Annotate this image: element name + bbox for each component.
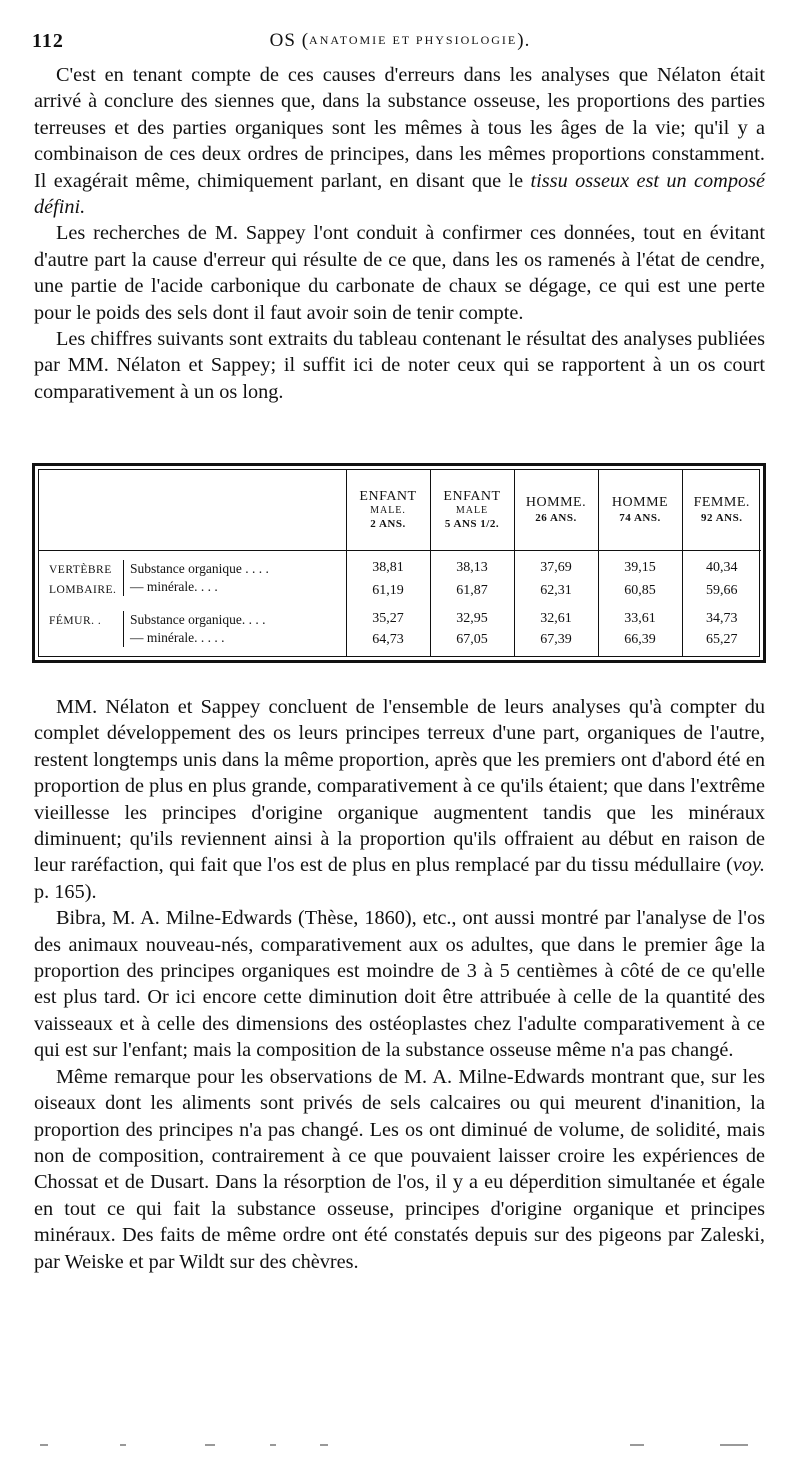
running-head-main: OS ( [269,30,310,51]
column-main-label: ENFANT [443,489,501,504]
column-header [598,470,682,551]
page-header [30,30,770,56]
running-head-subject: ANATOMIE ET PHYSIOLOGIE [309,33,518,47]
column-age-label: 74 ANS. [619,512,661,524]
bone-label [39,560,123,600]
table-cell: 66,39 [598,629,682,650]
italic-reference: voy. [732,854,766,877]
column-header [514,470,598,551]
row-label-femur [39,609,346,650]
analysis-table [32,463,766,663]
column-age-label: 26 ANS. [535,512,577,524]
substance-label: Substance organique. . . . [130,612,266,628]
bone-label-line: VERTÈBRE [49,563,112,576]
table-cell: 38,13 [430,557,514,580]
reference-text: p. 165). [34,880,97,903]
paragraph: MM. Nélaton et Sappey concluent de l'ensemble de leurs analyses qu'à compter du complet développement des os leurs principes terreux d'une part, organiques de l'autre, restent longtemps unis dans la même proportion, après que les premiers ont d'abord été en proportion de plus en plus grande, comparativement à ce qu'ils étaient; que dans l'extrême vieillesse les principes d'origine organique augmentent tandis que les minéraux diminuent; qu'ils reviennent ainsi à la proportion qu'ils offraient au début en raison de leur raréfaction, qui fait que l'os est de plus en plus remplacé par du tissu médullaire (voy. p. 165). [34,696,766,903]
substance-labels [123,611,265,647]
table-cell: 40,34 [682,557,761,580]
table-cell: 61,19 [346,580,430,603]
table-inner-border [38,469,760,657]
table-spacer-row [39,650,761,656]
header-blank-cell [39,470,346,551]
bone-label-line: LOMBAIRE. [49,583,117,596]
table-cell: 33,61 [598,609,682,630]
text-block-bottom [34,694,765,1275]
table-cell: 39,15 [598,557,682,580]
paragraph: Bibra, M. A. Milne-Edwards (Thèse, 1860), etc., ont aussi montré par l'analyse de l'os des animaux nouveau-nés, comparativement aux os adultes, que dans le premier âge la proportion des principes organiques est moindre de 3 à 5 centièmes à côté de ce qu'elle est plus tard. Or ici encore cette diminution doit être attribuée à celle de la quantité des vaisseaux et à celle des dimensions des ostéoplastes chez l'adulte comparativement à ce qui est sur l'enfant; mais la composition de la substance osseuse même n'a pas changé. [34,907,765,1062]
row-label-vertebre [39,557,346,603]
bottom-scan-marks [30,1440,770,1450]
running-head [30,30,770,52]
column-main-label: HOMME. [525,495,587,510]
column-header [682,470,761,551]
table-cell: 62,31 [514,580,598,603]
substance-label: — minérale. . . . [130,578,218,594]
table-cell: 65,27 [682,629,761,650]
composition-table [39,470,761,656]
table-cell: 61,87 [430,580,514,603]
substance-label: Substance organique . . . . [130,560,269,576]
bone-label-line: FÉMUR. . [49,615,102,628]
table-header-row [39,470,761,551]
paragraph [34,62,765,220]
table-cell: 32,61 [514,609,598,630]
paragraph: Les chiffres suivants sont extraits du tableau contenant le résultat des analyses publiées par MM. Nélaton et Sappey; il suffit ici de noter ceux qui se rapportent à un os court comparativement à un os long. [34,328,765,403]
column-header [430,470,514,551]
column-age-label: 92 ANS. [701,512,743,524]
table-row-femur-organic [39,609,761,630]
table-cell: 35,27 [346,609,430,630]
column-main-label: ENFANT [359,489,417,504]
column-main-label: FEMME. [693,495,750,510]
paragraph-text: MM. Nélaton et Sappey concluent de l'ensemble de leurs analyses qu'à compter du complet développement des os leurs principes terreux d'une part, organiques de l'autre, restent longtemps unis dans la même proportion, après que les premiers ont d'abord été en proportion de plus en plus grande, comparativement à ce qu'ils étaient; que dans l'extrême vieillesse les principes d'origine organique augmentent tandis que les minéraux diminuent; qu'ils reviennent ainsi à la proportion qu'ils offraient au début en raison de leur raréfaction, qui fait que l'os est de plus en plus remplacé par du tissu médullaire [34,696,765,877]
column-header [346,470,430,551]
table-cell: 60,85 [598,580,682,603]
text-block-top [34,62,765,405]
substance-labels [123,560,269,596]
column-age-label: 5 ANS 1/2. [444,518,500,530]
table-cell: 37,69 [514,557,598,580]
table-cell: 67,05 [430,629,514,650]
table-row-vertebre-organic [39,557,761,580]
table-cell: 34,73 [682,609,761,630]
paragraph: Même remarque pour les observations de M. A. Milne-Edwards montrant que, sur les oiseaux dont les aliments sont privés de sels calcaires ou qui meurent d'inanition, la proportion des principes n'a pas changé. Les os ont diminué de volume, de solidité, mais non de composition, contrairement à ce que pouvaient laisser croire les expériences de Chossat et de Dusart. Dans la résorption de l'os, il y a eu déperdition simultanée et égale en tout ce qui fait la substance osseuse, principes d'origine organique et principes minéraux. Des faits de même ordre ont été constatés depuis sur des pigeons par Zaleski, par Weiske et par Wildt sur des chèvres. [34,1065,765,1273]
running-head-close: ). [517,30,531,51]
table-cell: 64,73 [346,629,430,650]
bone-label [39,611,123,631]
substance-label: — minérale. . . . . [130,630,225,646]
column-age-label: 2 ANS. [370,518,406,530]
page-number: 112 [32,30,64,52]
table-cell: 38,81 [346,557,430,580]
paragraph: Les recherches de M. Sappey l'ont conduit à confirmer ces données, tout en évitant d'autre part la cause d'erreur qui résulte de ce que, dans les os ramenés à l'état de cendre, une partie de l'acide carbonique du carbonate de chaux se dégage, ce qui est une perte pour le poids des sels dont il faut avoir soin de tenir compte. [34,222,765,324]
column-sub-label: MALE. [370,505,406,516]
table-cell: 32,95 [430,609,514,630]
column-sub-label: MALE [455,505,489,516]
italic-phrase: tissu osseux est un composé défini. [34,169,766,219]
column-main-label: HOMME [611,495,669,510]
table-cell: 67,39 [514,629,598,650]
table-cell: 59,66 [682,580,761,603]
paragraph-text: C'est en tenant compte de ces causes d'erreurs dans les analyses que Nélaton était arrivé à conclure des siennes que, dans la substance osseuse, les proportions des parties terreuses et des parties organiques sont les mêmes à tous les âges de la vie; qu'il y a combinaison de ces deux ordres de principes, dans les mêmes proportions constamment. Il exagérait même, chimiquement parlant, en disant que le [34,64,765,192]
